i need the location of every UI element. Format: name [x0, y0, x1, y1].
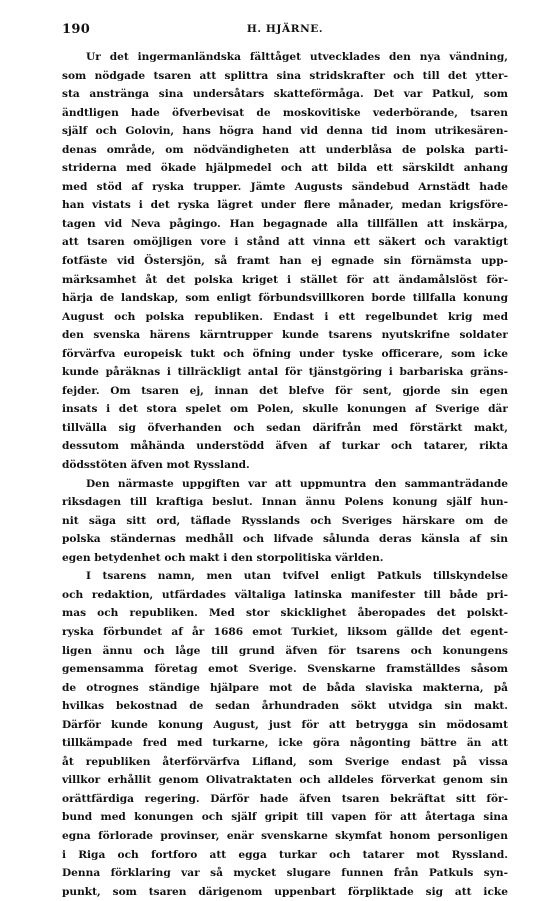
text-line: ligen ännu och låge till grund äfven för tsarens och konungens	[62, 644, 508, 657]
text-line: riksdagen till kraftiga beslut. Innan ännu Polens konung själf hun-	[62, 496, 508, 509]
text-line: gemensamma företag emot Sverige. Svenskarne framställdes såsom	[62, 663, 508, 676]
text-line: polska ständernas medhåll och lifvade sålunda deras känsla af sin	[62, 533, 508, 546]
text-line: denas område, om nödvändigheten att underblåsa de polska parti-	[62, 143, 508, 156]
text-line: hvilkas bekostnad de sedan århundraden sökt utvidga sin makt.	[62, 700, 508, 713]
text-line: striderna med ökade hjälpmedel och att bilda ett särskildt anhang	[62, 162, 508, 175]
text-line: han vistats i det ryska lägret under flere månader, medan krigsföre-	[62, 199, 508, 212]
text-line: kunde påräknas i tillräckligt antal för tjänstgöring i barbariska gräns-	[62, 366, 508, 379]
text-line: bund med konungen och själf gripit till vapen för att återtaga sina	[62, 811, 508, 824]
text-line: som nödgade tsaren att splittra sina stridskrafter och till det ytter-	[62, 69, 508, 82]
text-line: I tsarens namn, men utan tvifvel enligt Patkuls tillskyndelse	[86, 570, 508, 583]
text-line: och redaktion, utfärdades vältaliga latinska manifester till både pri-	[62, 588, 508, 601]
text-line: Denna förklaring var så mycket slugare funnen från Patkuls syn-	[62, 867, 508, 880]
book-page	[62, 22, 508, 901]
text-line: att tsaren omöjligen vore i stånd att vinna ett säkert och varaktigt	[62, 236, 508, 249]
running-head	[62, 22, 508, 44]
running-title: H. HJÄRNE.	[246, 23, 324, 35]
text-line: i Riga och fortforo att egga turkar och tatarer mot Ryssland.	[62, 848, 508, 861]
text-line: mas och republiken. Med stor skicklighet åberopades det polskt-	[62, 607, 508, 620]
text-line: punkt, som tsaren därigenom uppenbart förpliktade sig att icke	[62, 885, 508, 898]
text-line: åt republiken återförvärfva Lifland, som Sverige endast på vissa	[62, 755, 508, 768]
text-line: dessutom måhända understödd äfven af turkar och tatarer, rikta	[62, 440, 508, 453]
text-line: insats i det stora spelet om Polen, skulle konungen af Sverige där	[62, 403, 508, 416]
page-number: 190	[62, 22, 91, 37]
text-line: dödsstöten äfven mot Ryssland.	[62, 459, 250, 472]
text-line: Den närmaste uppgiften var att uppmuntra den sammanträdande	[86, 477, 508, 490]
text-line: med stöd af ryska trupper. Jämte Augusts sändebud Arnstädt hade	[62, 180, 508, 193]
text-line: villkor erhållit genom Olivatraktaten och alldeles förverkat genom sin	[62, 774, 508, 787]
text-line: tagen vid Neva pågingo. Han begagnade alla tillfällen att inskärpa,	[62, 217, 508, 230]
text-line: tillvälla sig öfverhanden och sedan därifrån med förstärkt makt,	[62, 421, 508, 434]
text-line: August och polska republiken. Endast i ett regelbundet krig med	[62, 310, 508, 323]
text-line: egen betydenhet och makt i den storpolitiska världen.	[62, 551, 384, 564]
text-line: sta anstränga sina undersåtars skatteförmåga. Det var Patkul, som	[62, 88, 508, 101]
text-line: tillkämpade fred med turkarne, icke göra någonting bättre än att	[62, 737, 508, 750]
text-line: nit säga sitt ord, täflade Rysslands och Sveriges härskare om de	[62, 514, 508, 527]
text-line: orättfärdiga regering. Därför hade äfven tsaren bekräftat sitt för-	[62, 792, 508, 805]
text-line: härja de landskap, som enligt förbundsvillkoren borde tillfalla konung	[62, 292, 508, 305]
text-line: ändtligen hade öfverbevisat de moskovitiske vederbörande, tsaren	[62, 106, 508, 119]
text-line: Därför kunde konung August, just för att betrygga sin mödosamt	[62, 718, 508, 731]
text-line: de otrognes ständige hjälpare mot de båda slaviska makterna, på	[62, 681, 508, 694]
text-line: ryska förbundet af år 1686 emot Turkiet, liksom gällde det egent-	[62, 625, 508, 638]
text-line: fejder. Om tsaren ej, innan det blefve för sent, gjorde sin egen	[62, 384, 508, 397]
text-line: märksamhet åt det polska kriget i stället för att ändamålslöst för-	[62, 273, 508, 286]
text-line: själf och Golovin, hans högra hand vid denna tid inom utrikesären-	[62, 125, 508, 138]
text-line: den svenska härens kärntrupper kunde tsarens nyutskrifne soldater	[62, 329, 508, 342]
text-line: fotfäste vid Östersjön, så framt han ej egnade sin förnämsta upp-	[62, 255, 508, 268]
body-text	[62, 48, 508, 901]
text-line: egna förlorade provinser, enär svenskarne skymfat honom personligen	[62, 829, 508, 842]
text-line: förvärfva europeisk tukt och öfning under tyske officerare, som icke	[62, 347, 508, 360]
text-line: Ur det ingermanländska fälttåget utvecklades den nya vändning,	[86, 51, 508, 63]
